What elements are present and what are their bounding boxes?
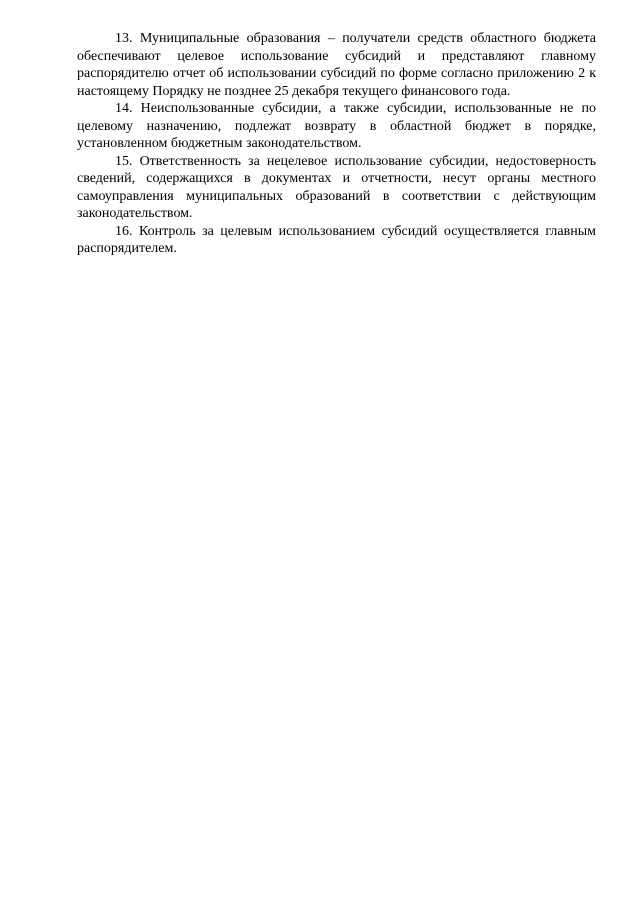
paragraph-14: 14. Неиспользованные субсидии, а также субсидии, использованные не по целевому назначению, подлежат возврату в областной бюджет в порядке, установленном бюджетным законодательством. (77, 101, 596, 151)
paragraph-16: 16. Контроль за целевым использованием субсидий осуществляется главным распорядителем. (77, 223, 596, 256)
paragraph-13: 13. Муниципальные образования – получатели средств областного бюджета обеспечивают целевое использование субсидий и представляют главному распорядителю отчет об использовании субсидий по форме согласно приложению 2 к настоящему Порядку не позднее 25 декабря текущего финансового года. (77, 31, 596, 99)
document-body (77, 30, 596, 258)
paragraph-15: 15. Ответственность за нецелевое использование субсидии, недостоверность сведений, содержащихся в документах и отчетности, несут органы местного самоуправления муниципальных образований в соответствии с действующим законодательством. (77, 153, 596, 221)
